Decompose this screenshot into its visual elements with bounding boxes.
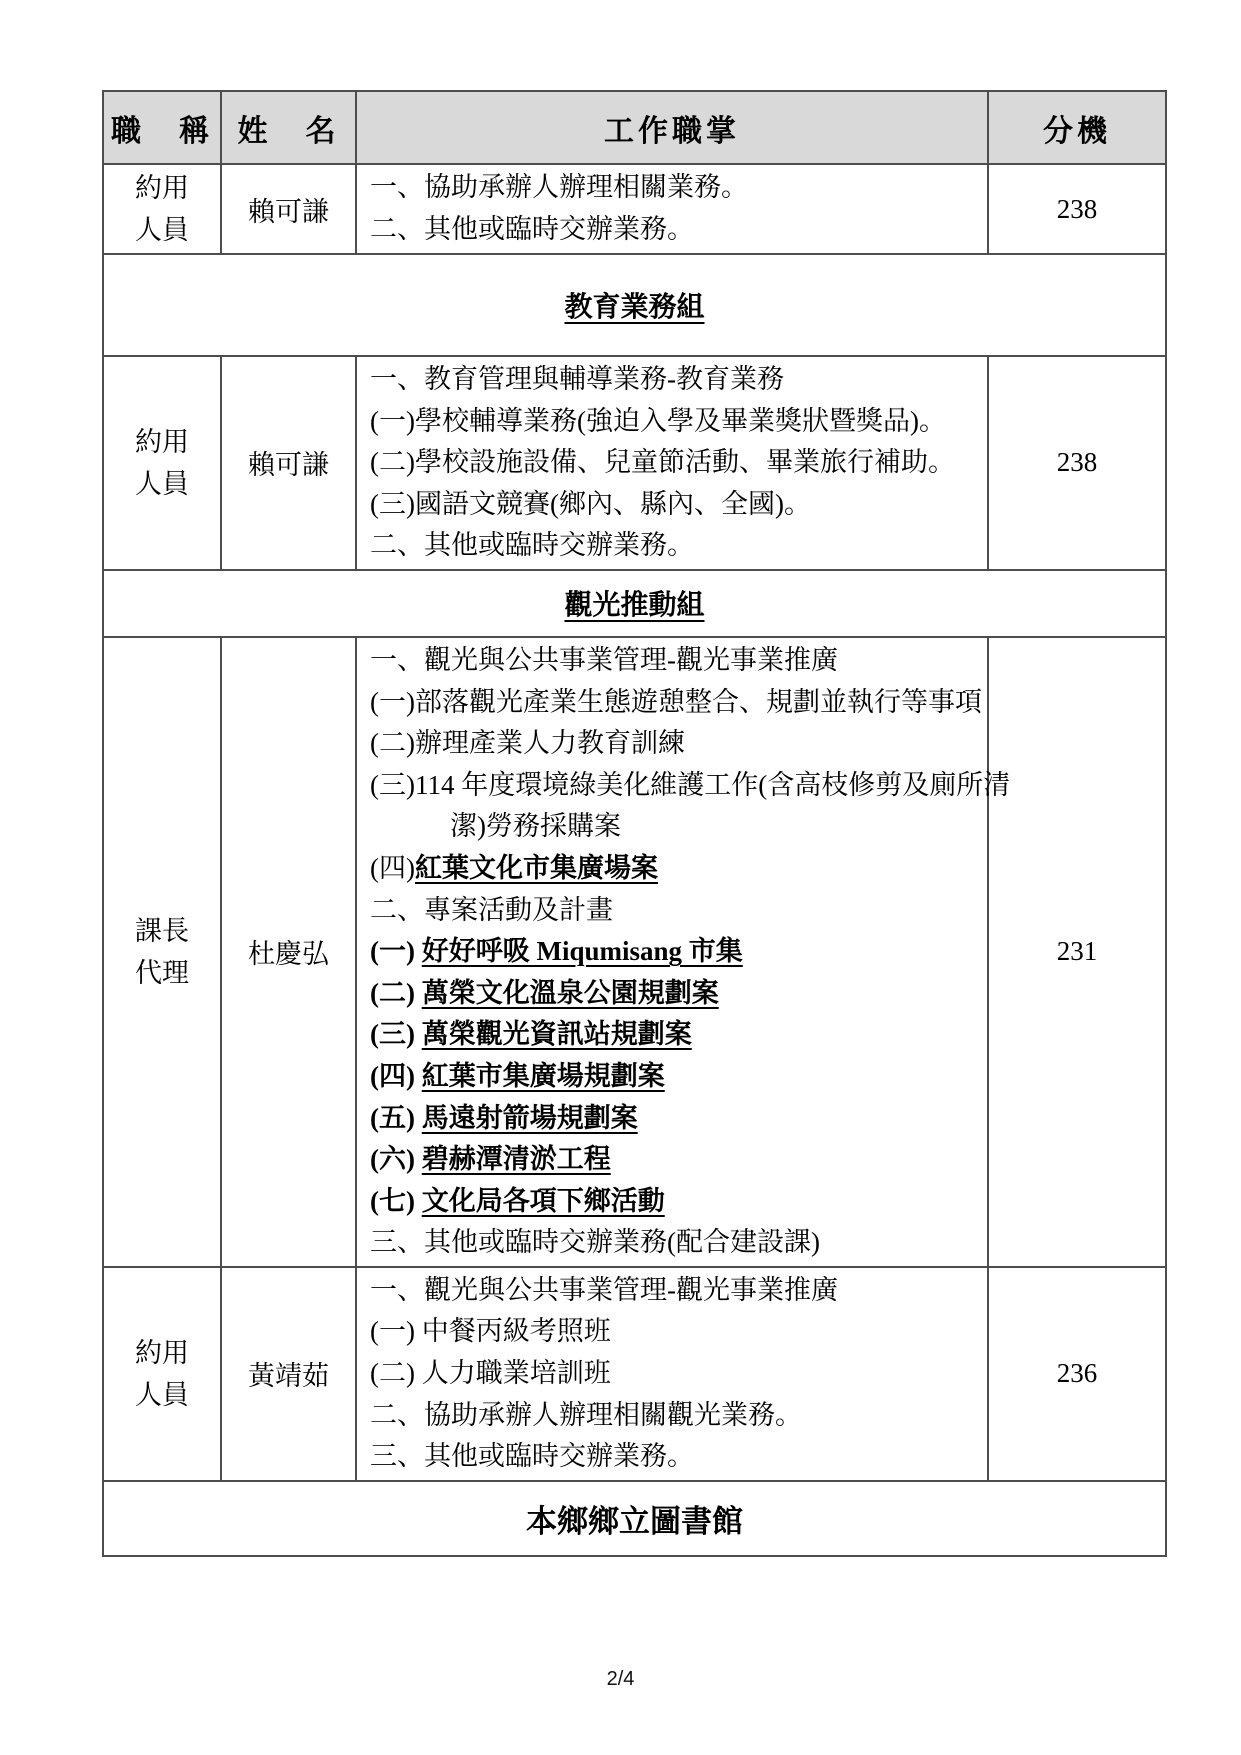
duty-line: 三、其他或臨時交辦業務。 bbox=[370, 1441, 694, 1472]
duty-line: (四) 紅葉市集廣場規劃案 bbox=[370, 1060, 665, 1091]
table-row bbox=[103, 1267, 1166, 1481]
job-title-line: 約用 bbox=[135, 426, 189, 457]
job-title-cell bbox=[103, 1267, 221, 1481]
section-title-education: 教育業務組 bbox=[103, 254, 1166, 356]
duty-line: (一)學校輔導業務(強迫入學及畢業獎狀暨獎品)。 bbox=[370, 405, 946, 436]
col-header-extension: 分機 bbox=[988, 91, 1166, 164]
duty-line: 潔)勞務採購案 bbox=[450, 811, 621, 842]
col-header-duties: 工作職掌 bbox=[356, 91, 988, 164]
page-number: 2/4 bbox=[606, 1668, 635, 1690]
name-cell: 杜慶弘 bbox=[221, 637, 356, 1267]
col-header-job-title: 職 稱 bbox=[103, 91, 221, 164]
duties-cell bbox=[356, 1267, 988, 1481]
duties-cell bbox=[356, 164, 988, 254]
table-row bbox=[103, 637, 1166, 1267]
duty-line: (五) 馬遠射箭場規劃案 bbox=[370, 1102, 638, 1133]
duty-line: 二、專案活動及計畫 bbox=[370, 894, 613, 925]
duty-line: (四)紅葉文化市集廣場案 bbox=[370, 852, 658, 883]
duty-line: (一) 好好呼吸 Miqumisang 市集 bbox=[370, 936, 743, 967]
job-title-line: 課長 bbox=[135, 915, 189, 946]
name-cell: 賴可謙 bbox=[221, 164, 356, 254]
duty-line: 二、協助承辦人辦理相關觀光業務。 bbox=[370, 1399, 802, 1430]
job-title-line: 人員 bbox=[135, 1379, 189, 1410]
duty-line: 三、其他或臨時交辦業務(配合建設課) bbox=[370, 1227, 820, 1258]
extension-cell: 238 bbox=[988, 356, 1166, 570]
job-title-line: 約用 bbox=[135, 173, 189, 203]
job-title-cell bbox=[103, 356, 221, 570]
duty-line: (三) 萬榮觀光資訊站規劃案 bbox=[370, 1019, 692, 1050]
staff-duty-table bbox=[102, 90, 1167, 1557]
duty-line: (七) 文化局各項下鄉活動 bbox=[370, 1185, 665, 1216]
duty-line: (二) 萬榮文化溫泉公園規劃案 bbox=[370, 977, 719, 1008]
duty-line: 二、其他或臨時交辦業務。 bbox=[370, 214, 694, 244]
extension-cell: 236 bbox=[988, 1267, 1166, 1481]
name-cell: 賴可謙 bbox=[221, 356, 356, 570]
duty-line: (三)國語文競賽(鄉內、縣內、全國)。 bbox=[370, 488, 811, 519]
duty-line: 一、教育管理與輔導業務-教育業務 bbox=[370, 364, 784, 394]
duty-line: 二、其他或臨時交辦業務。 bbox=[370, 530, 694, 561]
job-title-line: 人員 bbox=[135, 468, 189, 499]
duty-line: (二) 人力職業培訓班 bbox=[370, 1358, 611, 1389]
duty-line: 一、觀光與公共事業管理-觀光事業推廣 bbox=[370, 1274, 838, 1305]
table-row bbox=[103, 164, 1166, 254]
table-row bbox=[103, 356, 1166, 570]
duty-line: 一、觀光與公共事業管理-觀光事業推廣 bbox=[370, 644, 838, 675]
duty-line: (二)辦理產業人力教育訓練 bbox=[370, 728, 685, 759]
duty-line: (六) 碧赫潭清淤工程 bbox=[370, 1144, 611, 1175]
duty-line: (三)114 年度環境綠美化維護工作(含高枝修剪及廁所清 bbox=[370, 769, 1011, 800]
job-title-cell bbox=[103, 164, 221, 254]
section-title-library: 本鄉鄉立圖書館 bbox=[103, 1481, 1166, 1556]
duty-line: 一、協助承辦人辦理相關業務。 bbox=[370, 172, 748, 203]
duty-line: (一)部落觀光產業生態遊憩整合、規劃並執行等事項 bbox=[370, 686, 982, 717]
section-row bbox=[103, 254, 1166, 356]
job-title-cell bbox=[103, 637, 221, 1267]
job-title-line: 人員 bbox=[135, 215, 189, 245]
duty-line: (二)學校設施設備、兒童節活動、畢業旅行補助。 bbox=[370, 447, 955, 478]
header-row bbox=[103, 91, 1166, 164]
extension-cell: 231 bbox=[988, 637, 1166, 1267]
duty-line: (一) 中餐丙級考照班 bbox=[370, 1316, 611, 1347]
name-cell: 黃靖茹 bbox=[221, 1267, 356, 1481]
duties-cell bbox=[356, 356, 988, 570]
col-header-name: 姓 名 bbox=[221, 91, 356, 164]
extension-cell: 238 bbox=[988, 164, 1166, 254]
job-title-line: 代理 bbox=[135, 957, 189, 988]
duties-cell bbox=[356, 637, 1011, 1267]
section-row bbox=[103, 570, 1166, 637]
job-title-line: 約用 bbox=[135, 1337, 189, 1368]
section-title-tourism: 觀光推動組 bbox=[103, 570, 1166, 637]
section-row bbox=[103, 1481, 1166, 1556]
